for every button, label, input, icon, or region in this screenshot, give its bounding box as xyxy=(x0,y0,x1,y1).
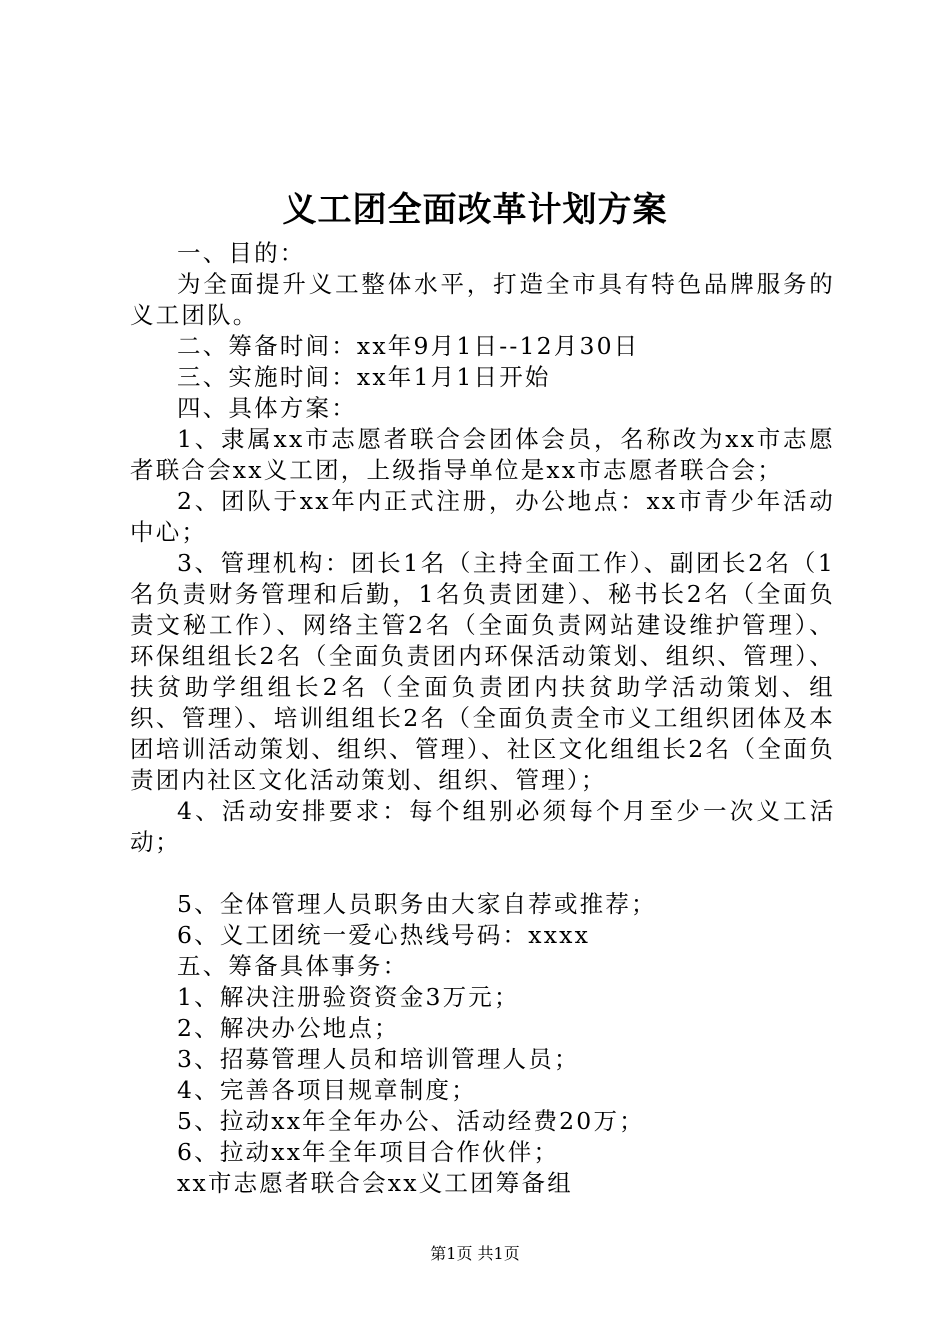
document-title: 义工团全面改革计划方案 xyxy=(282,190,668,230)
section-heading-purpose: 一、目的： xyxy=(177,239,306,267)
paragraph-purpose: 为全面提升义工整体水平，打造全市具有特色品牌服务的义工团队。 xyxy=(130,270,835,329)
signature-line: xx市志愿者联合会xx义工团筹备组 xyxy=(177,1169,573,1197)
plan-item-5: 5、全体管理人员职务由大家自荐或推荐； xyxy=(177,890,657,918)
section-heading-prep-time: 二、筹备时间：xx年9月1日--12月30日 xyxy=(177,332,640,360)
section-heading-impl-time: 三、实施时间：xx年1月1日开始 xyxy=(177,363,551,391)
plan-item-6: 6、义工团统一爱心热线号码：xxxx xyxy=(177,921,591,949)
task-item-6: 6、拉动xx年全年项目合作伙伴； xyxy=(177,1138,560,1166)
plan-item-2: 2、团队于xx年内正式注册，办公地点：xx市青少年活动中心； xyxy=(130,487,835,546)
blank-line xyxy=(130,858,835,889)
page-footer: 第1页 共1页 xyxy=(430,1244,520,1263)
document-body xyxy=(130,238,835,1199)
plan-item-3: 3、管理机构：团长1名（主持全面工作）、副团长2名（1名负责财务管理和后勤，1名负责团建）、秘书长2名（全面负责文秘工作）、网络主管2名（全面负责网站建设维护管理）、环保组组长2名（全面负责团内环保活动策划、组织、管理）、扶贫助学组组长2名（全面负责团内扶贫助学活动策划、组织、管理）、培训组组长2名（全面负责全市义工组织团体及本团培训活动策划、组织、管理）、社区文化组组长2名（全面负责团内社区文化活动策划、组织、管理）； xyxy=(130,549,835,794)
plan-item-4: 4、活动安排要求：每个组别必须每个月至少一次义工活动； xyxy=(130,797,835,856)
task-item-5: 5、拉动xx年全年办公、活动经费20万； xyxy=(177,1107,645,1135)
task-item-1: 1、解决注册验资资金3万元； xyxy=(177,983,520,1011)
section-heading-prep-tasks: 五、筹备具体事务： xyxy=(177,952,409,980)
task-item-2: 2、解决办公地点； xyxy=(177,1014,400,1042)
task-item-3: 3、招募管理人员和培训管理人员； xyxy=(177,1045,580,1073)
plan-item-1: 1、隶属xx市志愿者联合会团体会员，名称改为xx市志愿者联合会xx义工团，上级指导单位是xx市志愿者联合会； xyxy=(130,425,835,484)
section-heading-plan: 四、具体方案： xyxy=(177,394,357,422)
task-item-4: 4、完善各项目规章制度； xyxy=(177,1076,477,1104)
